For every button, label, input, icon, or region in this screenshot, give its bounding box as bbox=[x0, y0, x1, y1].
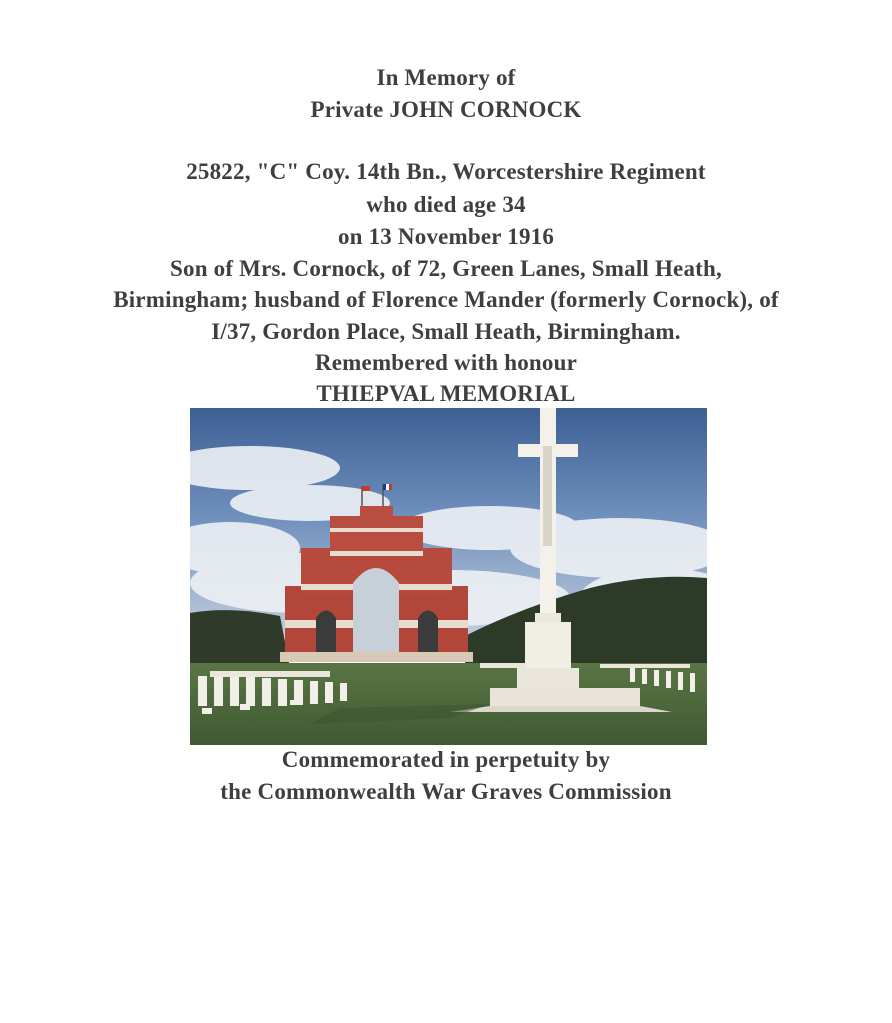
commemoration-line-2: the Commonwealth War Graves Commission bbox=[220, 779, 672, 804]
commemoration-line-1: Commemorated in perpetuity by bbox=[281, 747, 611, 772]
thiepval-memorial-photo bbox=[190, 408, 707, 745]
date-of-death: on 13 November 1916 bbox=[337, 224, 555, 249]
memorial-name: THIEPVAL MEMORIAL bbox=[316, 381, 576, 406]
family-details-line-2: Birmingham; husband of Florence Mander (formerly Cornock), of bbox=[113, 287, 779, 312]
age-at-death: who died age 34 bbox=[366, 192, 526, 217]
soldier-name: Private JOHN CORNOCK bbox=[310, 97, 582, 122]
family-details-line-1: Son of Mrs. Cornock, of 72, Green Lanes, Small Heath, bbox=[170, 256, 722, 281]
memorial-heading: In Memory of bbox=[376, 65, 516, 90]
service-details: 25822, "C" Coy. 14th Bn., Worcestershire Regiment bbox=[186, 159, 706, 184]
tree-line bbox=[190, 610, 290, 668]
family-details-line-3: I/37, Gordon Place, Small Heath, Birmingham. bbox=[211, 319, 681, 344]
remembered-with-honour: Remembered with honour bbox=[314, 350, 578, 375]
